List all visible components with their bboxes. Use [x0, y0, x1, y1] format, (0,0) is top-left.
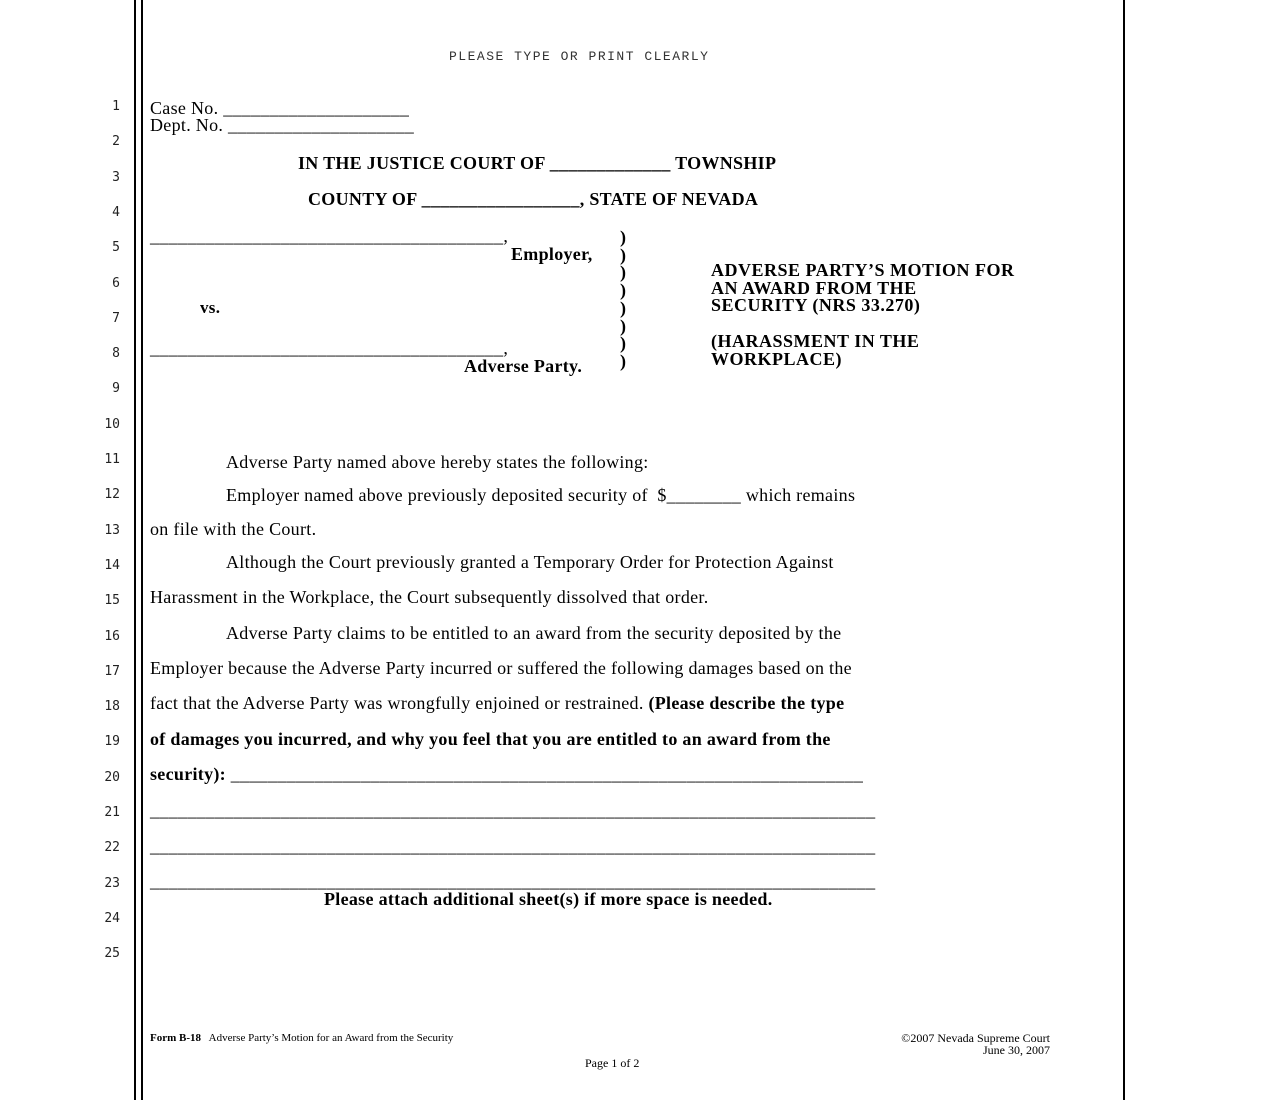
caption-paren: ) — [620, 333, 627, 354]
line-number: 1 — [112, 99, 120, 114]
body-line-13: on file with the Court. — [150, 519, 317, 539]
line-number: 10 — [104, 416, 120, 432]
caption-paren: ) — [620, 262, 627, 283]
caption-paren: ) — [620, 350, 627, 371]
dept-number-field[interactable]: Dept. No. ____________________ — [150, 115, 414, 135]
body-line-16: Adverse Party claims to be entitled to an award from the security deposited by the — [226, 623, 842, 643]
body-line-18 — [150, 693, 844, 714]
caption-paren: ) — [620, 244, 627, 265]
line-number: 24 — [104, 910, 120, 926]
revision-date: June 30, 2007 — [983, 1043, 1050, 1057]
line-number: 12 — [104, 487, 120, 503]
body-line-20 — [150, 764, 863, 785]
line-number: 5 — [112, 240, 120, 256]
damages-field-line-2[interactable]: ______________________________________________________________________________ — [150, 800, 876, 820]
body-line-15: Harassment in the Workplace, the Court subsequently dissolved that order. — [150, 587, 709, 607]
caption-paren: ) — [620, 280, 627, 301]
adverse-party-name-field[interactable]: ______________________________________, — [150, 338, 509, 358]
damages-field-line-3[interactable]: ______________________________________________________________________________ — [150, 836, 876, 856]
form-id: Form B-18 — [150, 1032, 202, 1044]
line-number: 21 — [104, 805, 120, 820]
line-number: 25 — [104, 946, 120, 962]
damages-field-line-4[interactable]: ______________________________________________________________________________ — [150, 871, 876, 891]
body-line-18-instruction: (Please describe the type — [648, 693, 845, 713]
line-number: 17 — [104, 663, 120, 679]
body-line-18-text: fact that the Adverse Party was wrongfully enjoined or restrained. — [150, 693, 649, 713]
line-number: 4 — [112, 204, 120, 220]
line-number: 8 — [112, 346, 120, 362]
line-number: 6 — [112, 275, 120, 291]
line-number: 3 — [112, 169, 120, 185]
caption-paren: ) — [620, 297, 627, 318]
vs-label: vs. — [200, 298, 221, 317]
motion-subtitle: (HARASSMENT IN THE WORKPLACE) — [711, 331, 920, 369]
line-number: 18 — [104, 699, 120, 715]
copyright: ©2007 Nevada Supreme Court — [901, 1031, 1050, 1045]
line-number: 13 — [104, 522, 120, 538]
line-number: 7 — [112, 310, 120, 326]
body-line-11: Adverse Party named above hereby states the following: — [226, 452, 649, 472]
line-number: 14 — [104, 557, 120, 573]
line-number: 11 — [104, 452, 120, 467]
body-line-19: of damages you incurred, and why you feel that you are entitled to an award from the — [150, 729, 831, 749]
line-number: 19 — [104, 734, 120, 750]
body-line-14: Although the Court previously granted a Temporary Order for Protection Against — [226, 552, 834, 572]
security-label: security): — [150, 764, 226, 784]
line-number: 22 — [104, 840, 120, 856]
employer-label: Employer, — [511, 244, 593, 264]
damages-field-line-1[interactable]: ____________________________________________________________________ — [230, 764, 864, 784]
caption-paren: ) — [620, 315, 627, 336]
court-heading: IN THE JUSTICE COURT OF _____________ TOWNSHIP — [298, 153, 777, 173]
line-number: 15 — [104, 593, 120, 609]
footer-form-info — [150, 1032, 453, 1044]
adverse-party-label: Adverse Party. — [464, 356, 583, 376]
header-note: PLEASE TYPE OR PRINT CLEARLY — [449, 49, 710, 64]
left-margin-rule-inner — [141, 0, 143, 1100]
caption-paren: ) — [620, 227, 627, 247]
line-number: 23 — [104, 875, 120, 891]
right-margin-rule — [1123, 0, 1125, 1100]
body-line-12: Employer named above previously deposited security of $________ which remains — [226, 485, 856, 505]
left-margin-rule — [134, 0, 136, 1100]
line-number: 2 — [112, 134, 120, 150]
page-number: Page 1 of 2 — [585, 1056, 640, 1070]
attach-note: Please attach additional sheet(s) if more space is needed. — [324, 889, 773, 909]
case-number-field[interactable]: Case No. ____________________ — [150, 98, 410, 118]
form-title: Adverse Party’s Motion for an Award from the Security — [208, 1032, 454, 1044]
line-number: 20 — [104, 769, 120, 785]
motion-title: ADVERSE PARTY’S MOTION FOR AN AWARD FROM THE SECURITY (NRS 33.270) — [711, 260, 1015, 315]
line-number: 16 — [104, 628, 120, 644]
county-heading: COUNTY OF _________________, STATE OF NEVADA — [308, 189, 759, 209]
line-number: 9 — [112, 381, 120, 397]
body-line-17: Employer because the Adverse Party incurred or suffered the following damages based on the — [150, 658, 852, 678]
employer-name-field[interactable]: ______________________________________, — [150, 226, 509, 246]
